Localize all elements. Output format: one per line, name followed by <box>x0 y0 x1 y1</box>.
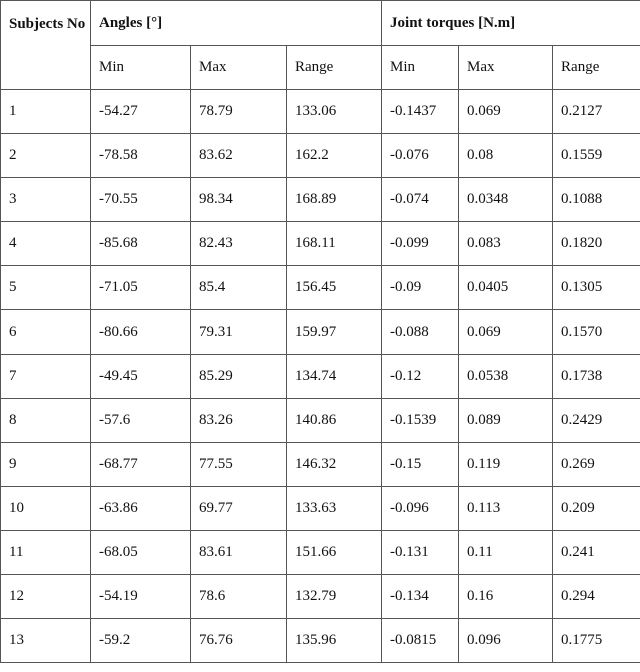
table-row <box>1 619 640 663</box>
cell-angle-max: 76.76 <box>191 619 287 663</box>
cell-torque-min: -0.0815 <box>382 619 459 663</box>
cell-torque-max: 0.096 <box>459 619 553 663</box>
cell-angle-max: 78.79 <box>191 90 287 134</box>
header-angle-max: Max <box>191 46 287 90</box>
table-row <box>1 222 640 266</box>
cell-torque-max: 0.11 <box>459 530 553 574</box>
header-joint-torques: Joint torques [N.m] <box>382 1 640 46</box>
cell-angle-range: 134.74 <box>287 354 382 398</box>
table-row <box>1 354 640 398</box>
cell-angle-min: -59.2 <box>91 619 191 663</box>
header-angle-min: Min <box>91 46 191 90</box>
cell-angle-min: -68.77 <box>91 442 191 486</box>
cell-angle-max: 69.77 <box>191 486 287 530</box>
header-torque-range: Range <box>553 46 640 90</box>
cell-torque-range: 0.1088 <box>553 178 640 222</box>
cell-angle-min: -54.19 <box>91 575 191 619</box>
cell-subject-no: 9 <box>1 442 91 486</box>
cell-subject-no: 6 <box>1 310 91 354</box>
cell-subject-no: 11 <box>1 530 91 574</box>
cell-torque-max: 0.0538 <box>459 354 553 398</box>
cell-torque-min: -0.12 <box>382 354 459 398</box>
cell-angle-range: 151.66 <box>287 530 382 574</box>
cell-angle-range: 146.32 <box>287 442 382 486</box>
cell-subject-no: 3 <box>1 178 91 222</box>
cell-angle-max: 82.43 <box>191 222 287 266</box>
cell-torque-range: 0.1738 <box>553 354 640 398</box>
cell-subject-no: 4 <box>1 222 91 266</box>
header-angles: Angles [°] <box>91 1 382 46</box>
cell-subject-no: 7 <box>1 354 91 398</box>
cell-angle-range: 132.79 <box>287 575 382 619</box>
cell-torque-range: 0.1570 <box>553 310 640 354</box>
cell-angle-range: 168.89 <box>287 178 382 222</box>
cell-torque-min: -0.131 <box>382 530 459 574</box>
cell-subject-no: 1 <box>1 90 91 134</box>
cell-angle-min: -49.45 <box>91 354 191 398</box>
cell-angle-range: 133.06 <box>287 90 382 134</box>
table-row <box>1 90 640 134</box>
cell-angle-max: 83.61 <box>191 530 287 574</box>
table-row <box>1 134 640 178</box>
cell-angle-max: 85.4 <box>191 266 287 310</box>
cell-torque-max: 0.119 <box>459 442 553 486</box>
cell-torque-min: -0.15 <box>382 442 459 486</box>
cell-subject-no: 5 <box>1 266 91 310</box>
cell-torque-range: 0.1305 <box>553 266 640 310</box>
header-row-sub <box>1 46 640 90</box>
cell-torque-min: -0.099 <box>382 222 459 266</box>
cell-torque-range: 0.2429 <box>553 398 640 442</box>
cell-torque-max: 0.069 <box>459 90 553 134</box>
cell-torque-max: 0.113 <box>459 486 553 530</box>
cell-torque-min: -0.074 <box>382 178 459 222</box>
cell-angle-range: 162.2 <box>287 134 382 178</box>
table-row <box>1 486 640 530</box>
table-row <box>1 575 640 619</box>
header-torque-min: Min <box>382 46 459 90</box>
cell-angle-max: 85.29 <box>191 354 287 398</box>
cell-angle-max: 78.6 <box>191 575 287 619</box>
cell-torque-max: 0.083 <box>459 222 553 266</box>
cell-torque-range: 0.1559 <box>553 134 640 178</box>
cell-torque-max: 0.089 <box>459 398 553 442</box>
cell-torque-min: -0.076 <box>382 134 459 178</box>
header-torque-max: Max <box>459 46 553 90</box>
cell-torque-range: 0.209 <box>553 486 640 530</box>
cell-angle-min: -85.68 <box>91 222 191 266</box>
cell-angle-min: -54.27 <box>91 90 191 134</box>
cell-angle-min: -57.6 <box>91 398 191 442</box>
cell-torque-min: -0.134 <box>382 575 459 619</box>
header-angle-range: Range <box>287 46 382 90</box>
cell-torque-max: 0.16 <box>459 575 553 619</box>
cell-torque-min: -0.096 <box>382 486 459 530</box>
cell-torque-range: 0.1820 <box>553 222 640 266</box>
table-row <box>1 398 640 442</box>
cell-angle-range: 133.63 <box>287 486 382 530</box>
cell-torque-range: 0.241 <box>553 530 640 574</box>
cell-subject-no: 13 <box>1 619 91 663</box>
cell-angle-max: 83.62 <box>191 134 287 178</box>
cell-torque-range: 0.269 <box>553 442 640 486</box>
header-row-group <box>1 1 640 46</box>
cell-torque-range: 0.1775 <box>553 619 640 663</box>
header-subjects-no: Subjects No <box>1 1 91 90</box>
cell-angle-min: -63.86 <box>91 486 191 530</box>
cell-torque-max: 0.069 <box>459 310 553 354</box>
cell-angle-min: -80.66 <box>91 310 191 354</box>
table-row <box>1 530 640 574</box>
table-row <box>1 310 640 354</box>
cell-torque-max: 0.0405 <box>459 266 553 310</box>
cell-subject-no: 10 <box>1 486 91 530</box>
cell-angle-min: -70.55 <box>91 178 191 222</box>
cell-angle-range: 159.97 <box>287 310 382 354</box>
table-body <box>1 90 640 663</box>
cell-torque-min: -0.1437 <box>382 90 459 134</box>
cell-torque-max: 0.08 <box>459 134 553 178</box>
cell-torque-max: 0.0348 <box>459 178 553 222</box>
cell-angle-max: 79.31 <box>191 310 287 354</box>
cell-angle-range: 135.96 <box>287 619 382 663</box>
cell-angle-range: 140.86 <box>287 398 382 442</box>
cell-angle-min: -78.58 <box>91 134 191 178</box>
cell-subject-no: 12 <box>1 575 91 619</box>
table-row <box>1 178 640 222</box>
cell-angle-range: 156.45 <box>287 266 382 310</box>
cell-torque-min: -0.09 <box>382 266 459 310</box>
cell-angle-min: -68.05 <box>91 530 191 574</box>
cell-torque-range: 0.294 <box>553 575 640 619</box>
cell-angle-max: 83.26 <box>191 398 287 442</box>
cell-torque-range: 0.2127 <box>553 90 640 134</box>
cell-angle-max: 77.55 <box>191 442 287 486</box>
cell-torque-min: -0.088 <box>382 310 459 354</box>
cell-angle-range: 168.11 <box>287 222 382 266</box>
cell-angle-min: -71.05 <box>91 266 191 310</box>
cell-torque-min: -0.1539 <box>382 398 459 442</box>
cell-subject-no: 2 <box>1 134 91 178</box>
cell-angle-max: 98.34 <box>191 178 287 222</box>
table-row <box>1 266 640 310</box>
table-row <box>1 442 640 486</box>
cell-subject-no: 8 <box>1 398 91 442</box>
